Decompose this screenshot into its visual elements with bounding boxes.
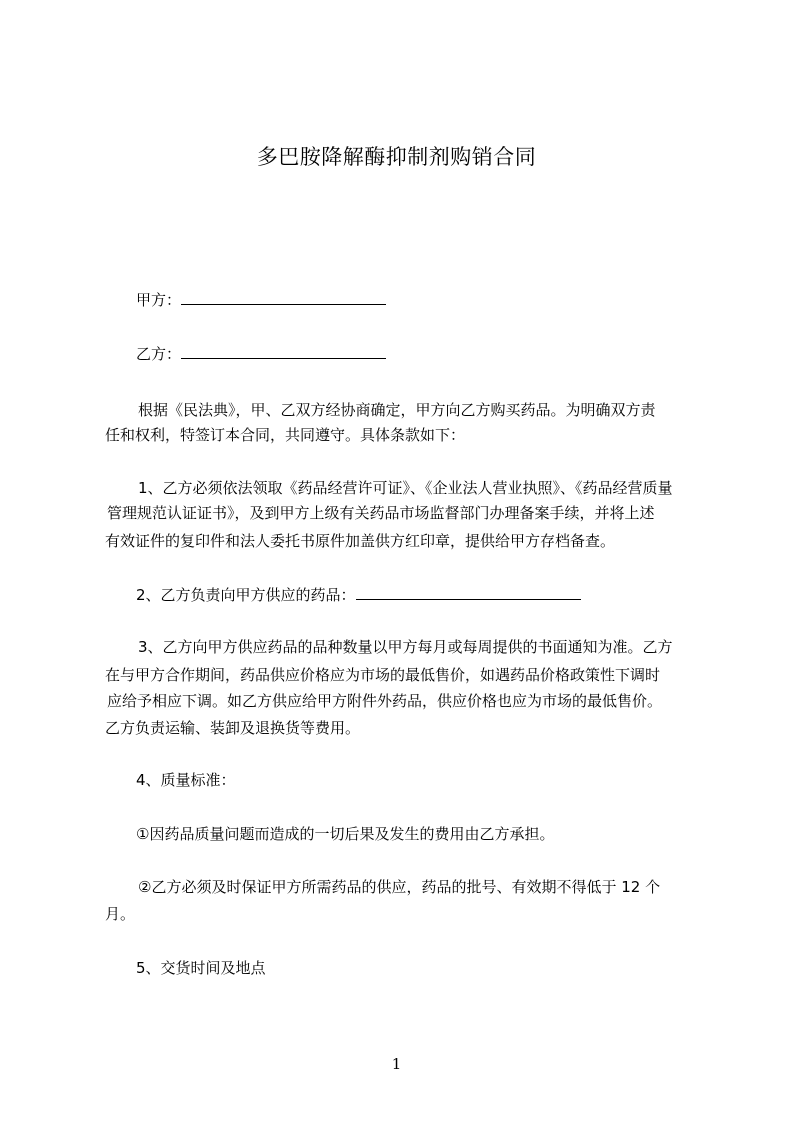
clause1-line-1: 1、乙方必须依法领取《药品经营许可证》、《企业法人营业执照》、《药品经营质量 — [138, 479, 673, 497]
clause2-line — [136, 581, 581, 609]
clause3-line-3: 应给予相应下调。如乙方供应给甲方附件外药品，供应价格也应为市场的最低售价。 — [107, 692, 663, 710]
intro-line-1: 根据《民法典》，甲、乙双方经协商确定，甲方向乙方购买药品。为明确双方责 — [138, 401, 656, 419]
clause1-line-2: 管理规范认证证书》，及到甲方上级有关药品市场监督部门办理备案手续，并将上述 — [107, 504, 655, 522]
party-a-blank[interactable] — [181, 288, 386, 305]
clause4-item1: ①因药品质量问题而造成的一切后果及发生的费用由乙方承担。 — [136, 825, 555, 843]
party-a-line — [136, 286, 386, 314]
party-b-blank[interactable] — [181, 342, 386, 359]
intro-line-2: 任和权利，特签订本合同，共同遵守。具体条款如下： — [105, 426, 466, 444]
clause3-line-2: 在与甲方合作期间，药品供应价格应为市场的最低售价，如遇药品价格政策性下调时 — [105, 666, 661, 684]
clause2-label: 2、乙方负责向甲方供应的药品： — [136, 586, 356, 604]
party-b-label: 乙方： — [136, 345, 182, 363]
contract-title: 多巴胺降解酶抑制剂购销合同 — [256, 145, 537, 169]
clause1-line-3: 有效证件的复印件和法人委托书原件加盖供方红印章，提供给甲方存档备查。 — [105, 532, 616, 550]
clause4-item2-line-1: ②乙方必须及时保证甲方所需药品的供应，药品的批号、有效期不得低于 12 个 — [138, 878, 661, 896]
party-a-label: 甲方： — [136, 291, 182, 309]
clause4-label: 4、质量标准： — [136, 771, 236, 789]
clause3-line-1: 3、乙方向甲方供应药品的品种数量以甲方每月或每周提供的书面通知为准。乙方 — [138, 638, 673, 656]
clause4-item2-line-2: 月。 — [105, 905, 136, 923]
clause2-blank[interactable] — [356, 583, 581, 600]
page-number: 1 — [391, 1055, 402, 1073]
clause5-label: 5、交货时间及地点 — [136, 959, 266, 977]
clause3-line-4: 乙方负责运输、装卸及退换货等费用。 — [105, 719, 361, 737]
party-b-line — [136, 340, 386, 368]
